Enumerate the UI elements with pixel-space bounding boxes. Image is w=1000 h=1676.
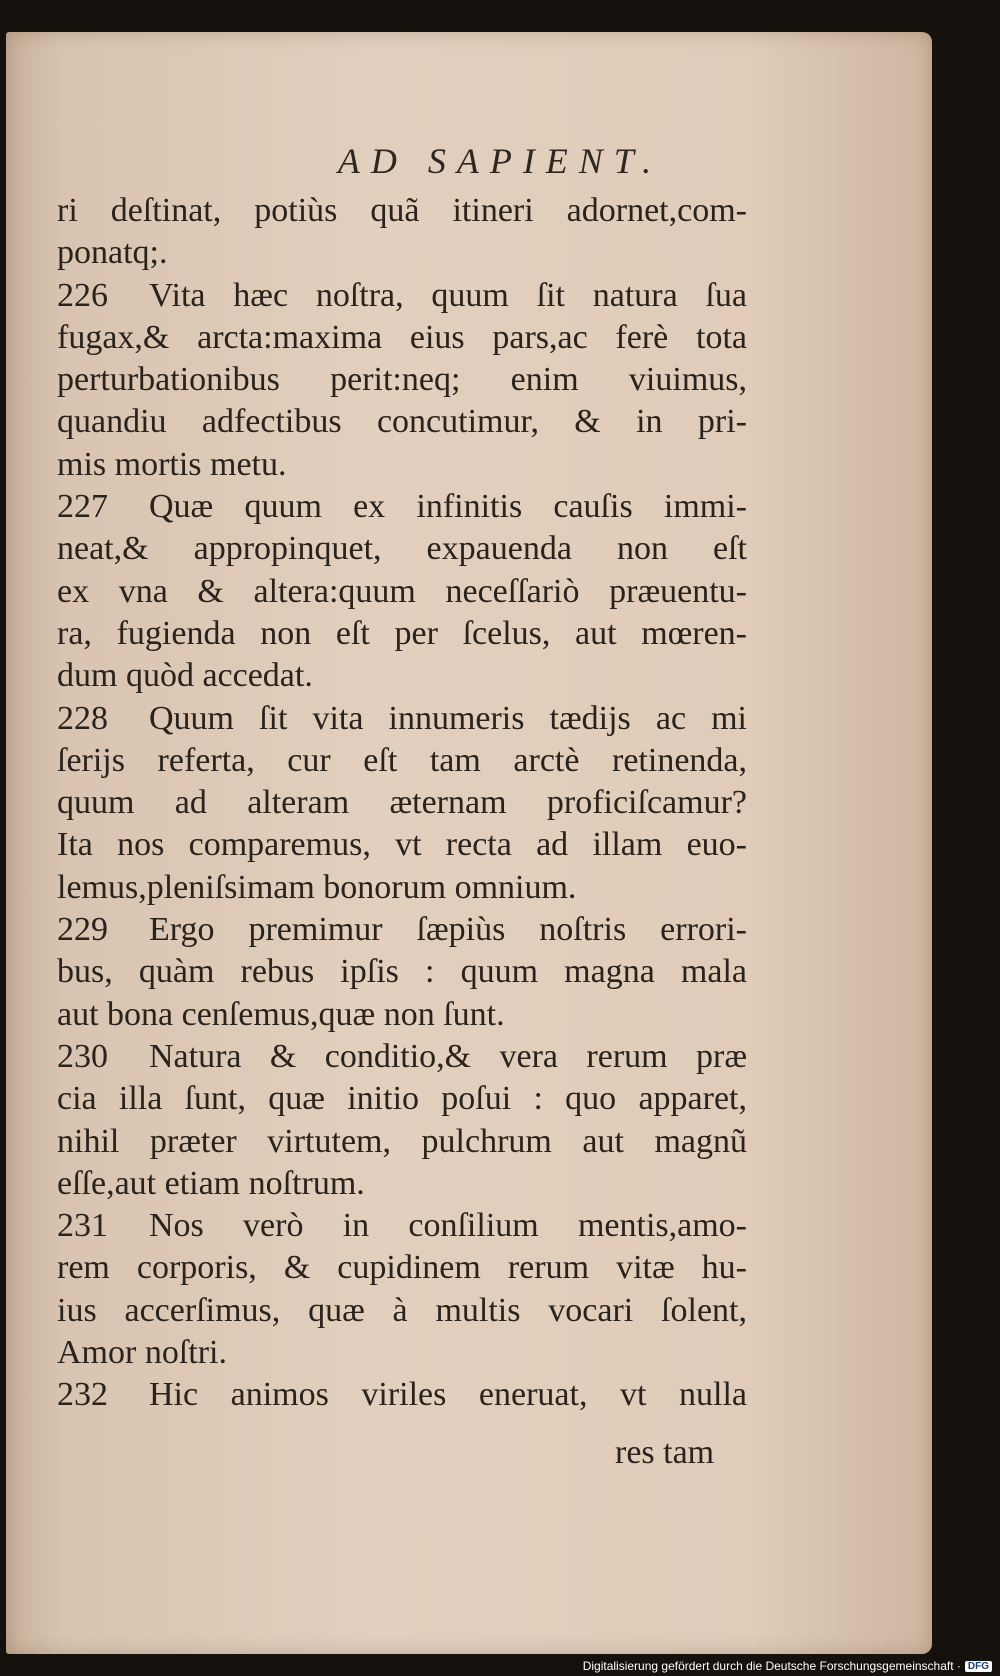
line-text: Amor noſtri. (57, 1334, 227, 1372)
line-text: ex vna & altera:quum neceſſariò præuentu- (57, 572, 747, 610)
text-line (57, 909, 747, 951)
text-line (57, 698, 747, 740)
paragraph-number: 229 (57, 911, 108, 949)
line-text: perturbationibus perit:neq; enim viuimus, (57, 361, 747, 399)
text-line (57, 232, 747, 274)
catchword: res tam (615, 1434, 715, 1471)
line-text: mis mortis metu. (57, 445, 287, 483)
paragraph-number: 226 (57, 276, 108, 314)
text-line (57, 951, 747, 993)
text-line (57, 571, 747, 613)
text-line (57, 994, 747, 1036)
text-line (57, 1163, 747, 1205)
line-text: neat,& appropinquet, expauenda non eſt (57, 530, 747, 568)
text-line (57, 317, 747, 359)
line-text: Vita hæc noſtra, quum ſit natura ſua (149, 276, 747, 314)
line-text: ra, fugienda non eſt per ſcelus, aut mœren- (57, 614, 747, 652)
paragraph-number: 232 (57, 1376, 108, 1414)
text-line (57, 740, 747, 782)
paragraph-number: 227 (57, 488, 108, 526)
line-text: cia illa ſunt, quæ initio poſui : quo apparet, (57, 1080, 747, 1118)
text-line (57, 528, 747, 570)
text-line (57, 486, 747, 528)
line-text: ius accerſimus, quæ à multis vocari ſolent, (57, 1291, 747, 1329)
line-text: aut bona cenſemus,quæ non ſunt. (57, 995, 505, 1033)
line-text: Natura & conditio,& vera rerum præ (149, 1037, 747, 1075)
line-text: dum quòd accedat. (57, 657, 313, 695)
line-text: ri deſtinat, potiùs quã itineri adornet,com- (57, 192, 747, 229)
line-text: quandiu adfectibus concutimur, & in pri- (57, 403, 747, 441)
digitization-credit (583, 1659, 992, 1673)
text-line (57, 1247, 747, 1289)
line-text: fugax,& arcta:maxima eius pars,ac ferè tota (57, 318, 747, 356)
text-line (57, 444, 747, 486)
paragraph-number: 228 (57, 699, 108, 737)
line-text: Nos verò in conſilium mentis,amo- (149, 1207, 747, 1245)
line-text: nihil præter virtutem, pulchrum aut magnũ (57, 1122, 747, 1160)
text-line (57, 401, 747, 443)
line-text: eſſe,aut etiam noſtrum. (57, 1164, 365, 1202)
credit-text: Digitalisierung gefördert durch die Deutsche Forschungsgemeinschaft · (582, 1659, 961, 1673)
line-text: Ita nos comparemus, vt recta ad illam euo- (57, 826, 747, 864)
text-line (57, 1332, 747, 1374)
dfg-logo-icon: DFG (965, 1661, 992, 1672)
line-text: Hic animos viriles eneruat, vt nulla (149, 1376, 747, 1414)
text-line (57, 613, 747, 655)
text-line (57, 359, 747, 401)
running-header: AD SAPIENT. (337, 141, 663, 181)
text-line (57, 824, 747, 866)
line-text: bus, quàm rebus ipſis : quum magna mala (57, 953, 747, 991)
paragraph-number: 231 (57, 1207, 108, 1245)
line-text: ſerijs referta, cur eſt tam arctè retinenda, (57, 741, 747, 779)
text-line (57, 190, 747, 232)
text-line (57, 1374, 747, 1416)
text-line (57, 782, 747, 824)
line-text: Quæ quum ex infinitis cauſis immi- (149, 488, 747, 526)
line-text: Ergo premimur ſæpiùs noſtris errori- (149, 911, 747, 949)
text-line (57, 1205, 747, 1247)
line-text: ponatq;. (57, 234, 168, 272)
text-line (57, 867, 747, 909)
text-line (57, 1290, 747, 1332)
line-text: Quum ſit vita innumeris tædijs ac mi (149, 699, 747, 737)
paragraph-number: 230 (57, 1037, 108, 1075)
text-line (57, 275, 747, 317)
text-line (57, 1121, 747, 1163)
text-line (57, 1036, 747, 1078)
body-text (57, 190, 747, 1417)
line-text: quum ad alteram æternam proficiſcamur? (57, 784, 747, 822)
line-text: rem corporis, & cupidinem rerum vitæ hu- (57, 1249, 747, 1287)
line-text: lemus,pleniſsimam bonorum omnium. (57, 868, 577, 906)
text-line (57, 655, 747, 697)
text-line (57, 1078, 747, 1120)
